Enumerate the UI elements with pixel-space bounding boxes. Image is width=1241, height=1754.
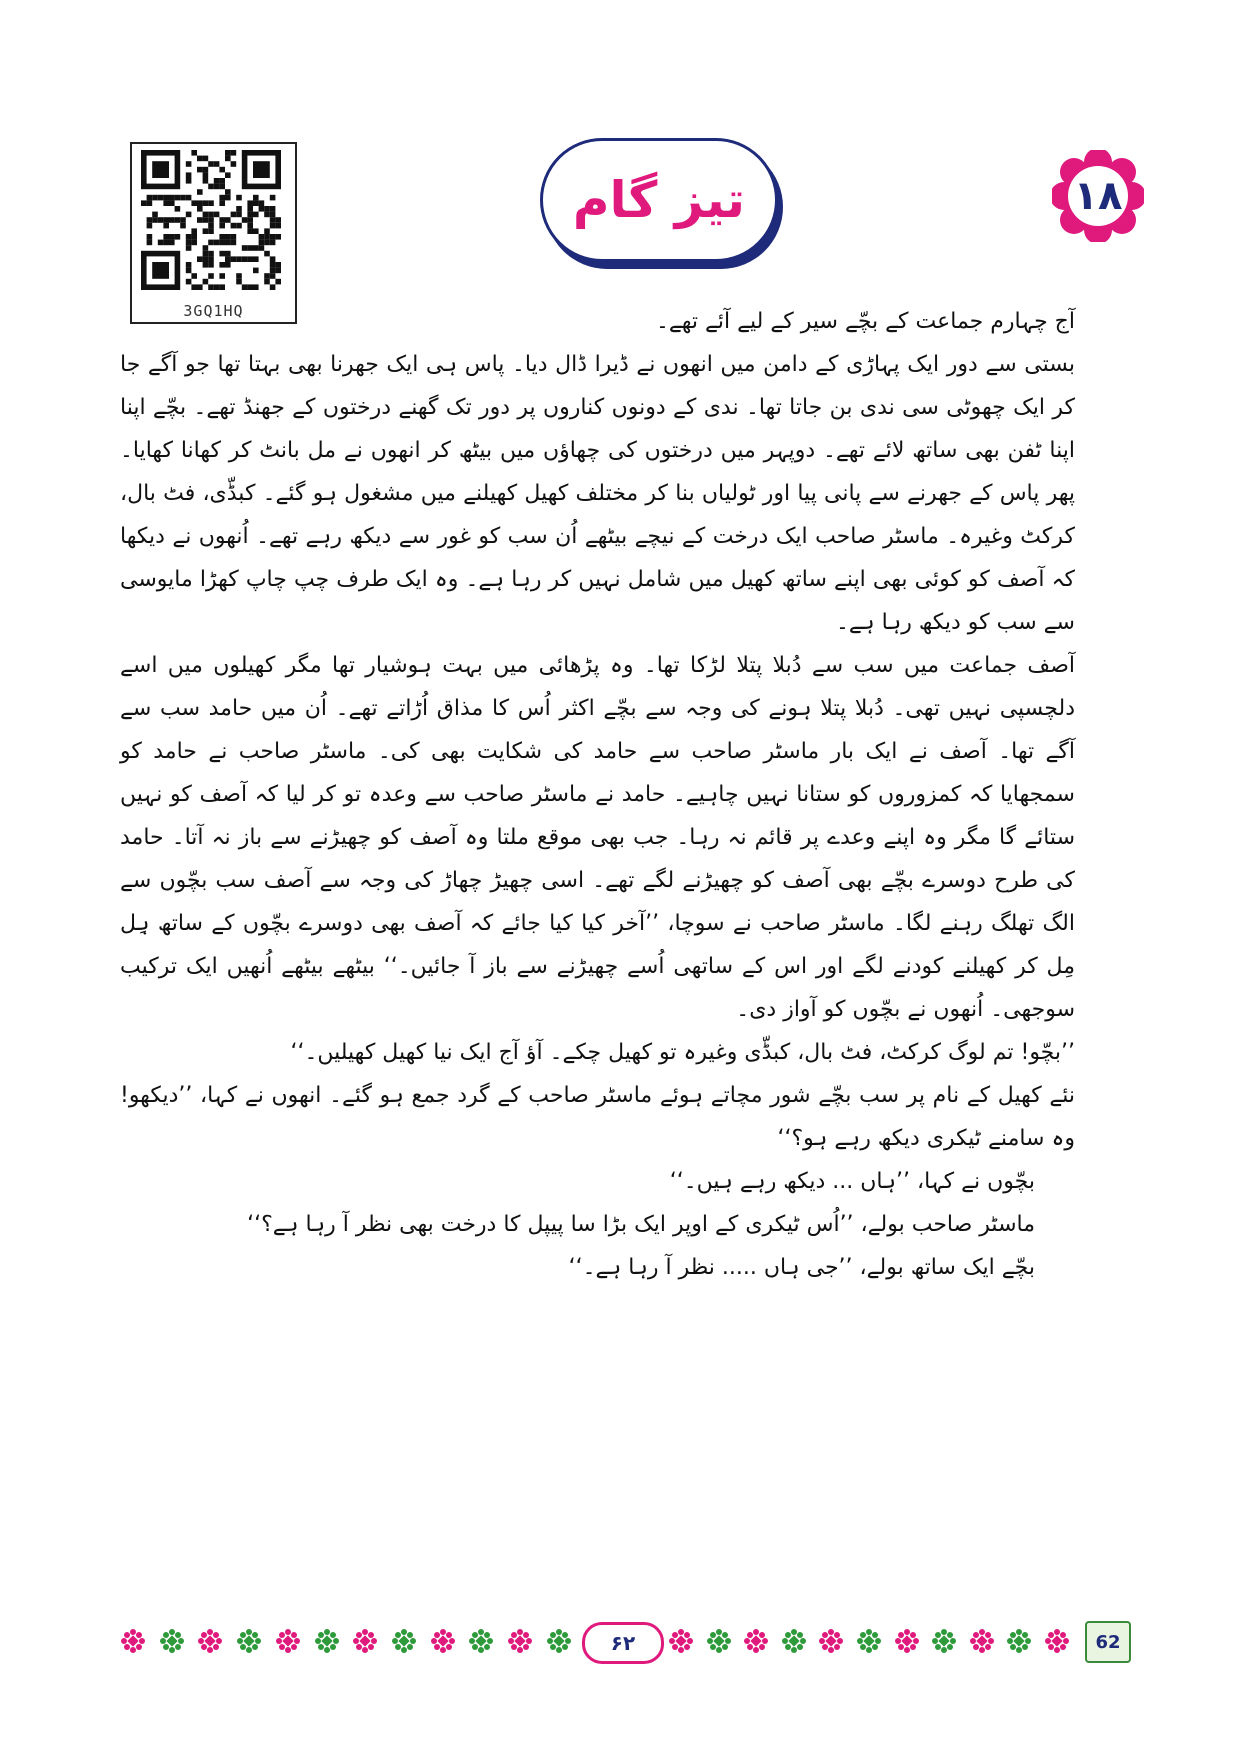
- qr-code-text: 3GQ1HQ: [183, 302, 244, 320]
- ornament-icon: [894, 1628, 920, 1654]
- story-text: [120, 300, 1130, 1289]
- ornament-icon: [781, 1628, 807, 1654]
- page-number: 62: [1085, 1621, 1131, 1663]
- ornament-icon: [856, 1628, 882, 1654]
- page-number-urdu: ۶۲: [582, 1622, 664, 1664]
- ornament-icon: [352, 1628, 378, 1654]
- ornament-icon: [236, 1628, 262, 1654]
- paragraph: بچّوں نے کہا، ’’ہاں ... دیکھ رہے ہیں۔‘‘: [669, 1169, 1035, 1194]
- ornament-icon: [120, 1628, 146, 1654]
- paragraph: بچّے ایک ساتھ بولے، ’’جی ہاں ..... نظر آ رہا ہے۔‘‘: [568, 1255, 1035, 1280]
- ornament-icon: [159, 1628, 185, 1654]
- ornament-icon: [275, 1628, 301, 1654]
- chapter-title-frame: [540, 138, 778, 262]
- ornament-icon: [1006, 1628, 1032, 1654]
- ornament-icon: [507, 1628, 533, 1654]
- chapter-title: تیز گام: [572, 171, 746, 229]
- page-footer: [120, 1617, 1130, 1665]
- ornament-icon: [430, 1628, 456, 1654]
- ornament-icon: [931, 1628, 957, 1654]
- paragraph: آج چہارم جماعت کے بچّے سیر کے لیے آئے تھے۔: [656, 309, 1075, 334]
- chapter-number-badge: [1052, 150, 1144, 242]
- paragraph: نئے کھیل کے نام پر سب بچّے شور مچاتے ہوئے ماسٹر صاحب کے گرد جمع ہو گئے۔ انھوں نے کہا، ’’دیکھو! وہ سامنے ٹیکری دیکھ رہے ہو؟‘‘: [120, 1083, 1075, 1151]
- ornament-icon: [818, 1628, 844, 1654]
- ornament-icon: [197, 1628, 223, 1654]
- qr-code: [130, 142, 297, 324]
- paragraph: ماسٹر صاحب بولے، ’’اُس ٹیکری کے اوپر ایک بڑا سا پیپل کا درخت بھی نظر آ رہا ہے؟‘‘: [247, 1212, 1035, 1237]
- chapter-number: ۱۸: [1073, 173, 1123, 219]
- ornament-icon: [743, 1628, 769, 1654]
- ornament-icon: [314, 1628, 340, 1654]
- ornament-icon: [546, 1628, 572, 1654]
- ornament-icon: [1044, 1628, 1070, 1654]
- ornament-icon: [468, 1628, 494, 1654]
- qr-pattern-icon: [132, 144, 291, 292]
- ornament-icon: [668, 1628, 694, 1654]
- ornament-row-right: [668, 1623, 1070, 1659]
- paragraph: بستی سے دور ایک پہاڑی کے دامن میں انھوں نے ڈیرا ڈال دیا۔ پاس ہی ایک جھرنا بھی بہتا تھا جو آگے جا کر ایک چھوٹی سی ندی بن جاتا تھا۔ ندی کے دونوں کناروں پر دور تک گھنے درختوں کے جھنڈ تھے۔ بچّے اپنا اپنا ٹفن بھی ساتھ لائے تھے۔ دوپہر میں درختوں کی چھاؤں میں بیٹھ کر انھوں نے مل بانٹ کر کھانا کھایا۔ پھر پاس کے جھرنے سے پانی پیا اور ٹولیاں بنا کر مختلف کھیل کھیلنے میں مشغول ہو گئے۔ کبڈّی، فٹ بال، کرکٹ وغیرہ۔ ماسٹر صاحب ایک درخت کے نیچے بیٹھے اُن سب کو غور سے دیکھ رہے تھے۔ اُنھوں نے دیکھا کہ آصف کو کوئی بھی اپنے ساتھ کھیل میں شامل نہیں کر رہا ہے۔ وہ ایک طرف چپ چاپ کھڑا مایوسی سے سب کو دیکھ رہا ہے۔: [120, 352, 1075, 635]
- paragraph: آصف جماعت میں سب سے دُبلا پتلا لڑکا تھا۔ وہ پڑھائی میں بہت ہوشیار تھا مگر کھیلوں میں اسے دلچسپی نہیں تھی۔ دُبلا پتلا ہونے کی وجہ سے بچّے اکثر اُس کا مذاق اُڑاتے تھے۔ اُن میں حامد سب سے آگے تھا۔ آصف نے ایک بار ماسٹر صاحب سے حامد کی شکایت بھی کی۔ ماسٹر صاحب نے حامد کو سمجھایا کہ کمزوروں کو ستانا نہیں چاہیے۔ حامد نے ماسٹر صاحب سے وعدہ تو کر لیا کہ آصف کو نہیں ستائے گا مگر وہ اپنے وعدے پر قائم نہ رہا۔ جب بھی موقع ملتا وہ آصف کو چھیڑنے سے باز نہ آتا۔ حامد کی طرح دوسرے بچّے بھی آصف کو چھیڑنے لگے تھے۔ اسی چھیڑ چھاڑ کی وجہ سے آصف سب بچّوں سے الگ تھلگ رہنے لگا۔ ماسٹر صاحب نے سوچا، ’’آخر کیا کیا جائے کہ آصف بھی دوسرے بچّوں کے ساتھ ہِل مِل کر کھیلنے کودنے لگے اور اس کے ساتھی اُسے چھیڑنے سے باز آ جائیں۔‘‘ بیٹھے بیٹھے اُنھیں ایک ترکیب سوجھی۔ اُنھوں نے بچّوں کو آواز دی۔: [120, 653, 1075, 1022]
- paragraph: ’’بچّو! تم لوگ کرکٹ، فٹ بال، کبڈّی وغیرہ تو کھیل چکے۔ آؤ آج ایک نیا کھیل کھیلیں۔‘‘: [290, 1040, 1075, 1065]
- ornament-row-left: [120, 1623, 572, 1659]
- ornament-icon: [969, 1628, 995, 1654]
- ornament-icon: [706, 1628, 732, 1654]
- ornament-icon: [391, 1628, 417, 1654]
